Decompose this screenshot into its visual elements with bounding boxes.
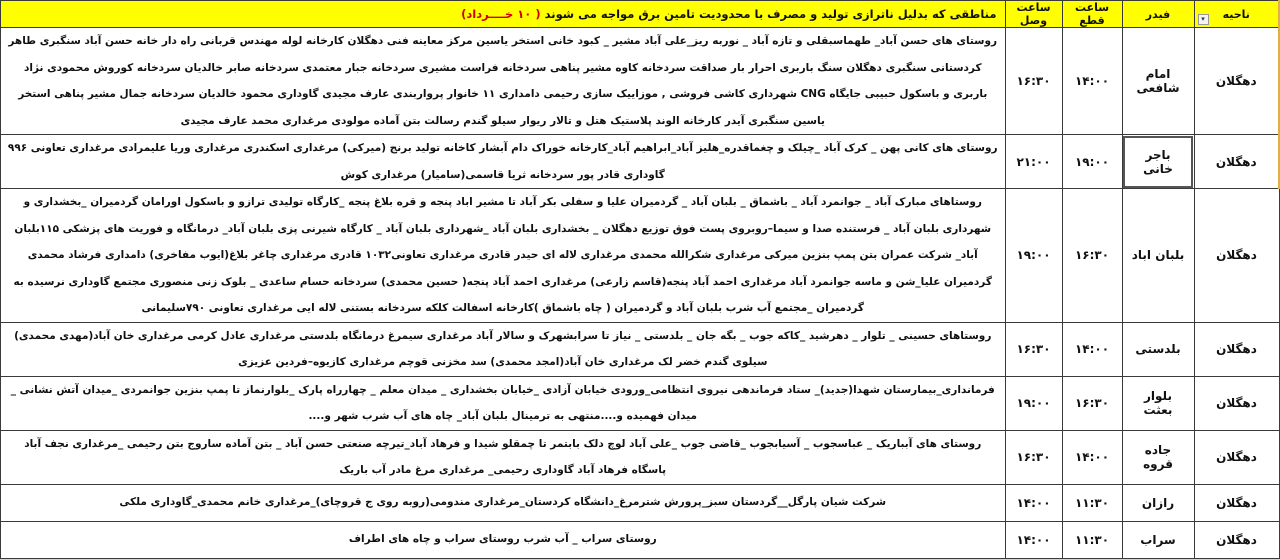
cut-time-cell[interactable]: ۱۱:۳۰	[1062, 521, 1122, 558]
feeder-cell[interactable]: بلدستی	[1122, 322, 1194, 376]
connect-time-cell[interactable]: ۱۹:۰۰	[1005, 376, 1062, 430]
table-row	[1, 376, 1280, 430]
column-header-cut-time-label: ساعت قطع	[1074, 1, 1110, 27]
connect-time-cell[interactable]: ۱۴:۰۰	[1005, 521, 1062, 558]
column-header-feeder-label: فیدر	[1145, 7, 1171, 21]
area-cell[interactable]: دهگلان	[1194, 322, 1279, 376]
regions-cell[interactable]: شرکت شیان پارگل__گردستان سبز_پرورش شترمرغ_دانشگاه کردستان_مرغداری مندومی(روبه روی ج قروچای)_مرغداری خانم محمدی_گاوداری ملکی	[1, 484, 1006, 521]
regions-cell[interactable]: روستای های کانی پهن _ کرک آباد _چیلک و چغماقدره_هلیز آباد_ابراهیم آباد_کارخانه خوراک دام آبشار کاخانه تولید برنج (میرکی) مرغداری اسکندری مرغداری وریا علیمرادی مرغداری تعاونی ۹۹۶ گاوداری قادر پور سردخانه ثریا قاسمی(سامیار) مرغداری کوش	[1, 135, 1006, 189]
column-header-regions-title[interactable]	[1, 1, 1006, 28]
regions-cell[interactable]: فرمانداری_بیمارستان شهدا(جدید)_ ستاد فرماندهی نیروی انتظامی_ورودی خیابان آزادی _خیابان بخشداری _ میدان معلم _ چهارراه پارک _بلوارنماز تا پمپ بنزین جوانمردی _میدان آتش نشانی _ میدان فهمیده و....منتهی به ترمینال بلبان آباد_ چاه های آب شرب شهر و....	[1, 376, 1006, 430]
table-row	[1, 484, 1280, 521]
regions-cell[interactable]: روستای های آبباریک _ عباسجوب _ آسیابجوب _قاضی جوب _علی آباد لوچ دلک بابتمر تا چمقلو شیدا و فرهاد آباد_تیرچه صنعتی حسن آباد _ بتن آماده ساروج بتن رحیمی _مرغداری نجف آباد پاسگاه فرهاد آباد گاوداری رحیمی_ مرغداری مرغ مادر آب باریک	[1, 430, 1006, 484]
regions-cell[interactable]: روستای های حسن آباد_ طهماسبقلی و تازه آباد _ نوربه ریز_علی آباد مشیر _ کبود خانی استخر یاسین مرکز معاینه فنی دهگلان کارخانه لوله مهندس قربانی راه دار خانه حسن آباد سنگبری طاهر کردستانی سنگبری دهگلان سنگ باربری احرار بار صداقت سردخانه کاوه مشیر پناهی سردخانه فراست مشیری سردخانه جبار معتمدی سردخانه صابر خالدیان سردخانه کوروش محمودی نژاد باربری و باسکول حبیبی جایگاه CNG شهرداری کاشی فروشی , موزاییک سازی رحیمی دامداری ۱۱ خانوار پرواربندی عارف مجیدی گاوداری محمود خالدیان سردخانه جمال مشیر پناهی استخر یاسین سنگبری آیدر کارخانه الوند پلاستیک هتل و تالار ریوار سیلو گندم رسالت بتن آماده مولودی مرغداری محمد عارف مجیدی	[1, 28, 1006, 135]
column-header-area-label: ناحیه	[1222, 7, 1250, 21]
connect-time-cell[interactable]: ۱۶:۳۰	[1005, 322, 1062, 376]
connect-time-cell[interactable]: ۱۴:۰۰	[1005, 484, 1062, 521]
column-header-connect-time-label: ساعت وصل	[1016, 1, 1051, 27]
area-cell[interactable]: دهگلان	[1194, 28, 1279, 135]
table-row	[1, 521, 1280, 558]
connect-time-cell[interactable]: ۱۶:۳۰	[1005, 430, 1062, 484]
feeder-cell[interactable]: بلوار بعثت	[1122, 376, 1194, 430]
area-cell[interactable]: دهگلان	[1194, 521, 1279, 558]
regions-cell[interactable]: روستاهای مبارک آباد _ جوانمرد آباد _ باشماق _ بلبان آباد _ گردمیران علیا و سفلی بکر آباد تا مشیر اباد پنجه و قره بلاغ پنجه _کارگاه تولیدی ترازو و باسکول اورامان گردمیران _بخشداری و شهرداری بلبان آباد _ فرستنده صدا و سیما–روبروی پست فوق توزیع دهگلان _ بخشداری بلبان آباد _شهرداری بلبان آباد _ کارگاه شیرنی پزی بلبان آباد_ درمانگاه و فوریت های پزشکی ۱۱۵بلبان آباد_ شرکت عمران بتن پمپ بنزین میرکی مرغداری شکرالله محمدی مرغداری لاله ای حیدر قادری مرغداری تعاونی۱۰۳۲ قادری مرغداری چاغر بلاغ(ایوب مفاخری) دامداری فرشاد محمدی گردمیران علیا_شن و ماسه جوانمرد آباد مرغداری احمد آباد پنجه(قاسم زارعی) مرغداری احمد آباد پنجه( حسین محمدی) سردخانه حسام ساعدی _ بلوک زنی منصوری مجتمع گاوداری نرسیده به گردمیران _مجتمع آب شرب بلبان آباد و گردمیران ( چاه باشماق )کارخانه اسفالت کلکه سردخانه بستنی لاله ایی مرغداری تعاونی ۷۹۰سلیمانی	[1, 189, 1006, 323]
table-row	[1, 28, 1280, 135]
feeder-cell-selected[interactable]: باجر خانی	[1122, 135, 1194, 189]
area-cell[interactable]: دهگلان	[1194, 430, 1279, 484]
area-cell[interactable]: دهگلان	[1194, 135, 1279, 189]
page-title: مناطقی که بدلیل ناترازی تولید و مصرف با محدودیت تامین برق مواجه می شوند	[544, 7, 997, 21]
column-header-feeder[interactable]	[1122, 1, 1194, 28]
table-row	[1, 189, 1280, 323]
regions-cell[interactable]: روستای سراب _ آب شرب روستای سراب و چاه های اطراف	[1, 521, 1006, 558]
cut-time-cell[interactable]: ۱۴:۰۰	[1062, 430, 1122, 484]
connect-time-cell[interactable]: ۲۱:۰۰	[1005, 135, 1062, 189]
header-row	[1, 1, 1280, 28]
cut-time-cell[interactable]: ۱۱:۳۰	[1062, 484, 1122, 521]
table-row	[1, 430, 1280, 484]
column-header-cut-time[interactable]	[1062, 1, 1122, 28]
column-header-area[interactable]	[1194, 1, 1279, 28]
feeder-cell[interactable]: رازان	[1122, 484, 1194, 521]
column-header-connect-time[interactable]	[1005, 1, 1062, 28]
table-row	[1, 135, 1280, 189]
cut-time-cell[interactable]: ۱۴:۰۰	[1062, 28, 1122, 135]
connect-time-cell[interactable]: ۱۹:۰۰	[1005, 189, 1062, 323]
table-row	[1, 322, 1280, 376]
feeder-cell[interactable]: جاده قروه	[1122, 430, 1194, 484]
date-label: ( ۱۰ خــــرداد)	[461, 7, 541, 21]
cut-time-cell[interactable]: ۱۹:۰۰	[1062, 135, 1122, 189]
area-cell[interactable]: دهگلان	[1194, 484, 1279, 521]
connect-time-cell[interactable]: ۱۶:۳۰	[1005, 28, 1062, 135]
cut-time-cell[interactable]: ۱۶:۳۰	[1062, 189, 1122, 323]
feeder-cell[interactable]: بلبان اباد	[1122, 189, 1194, 323]
feeder-cell[interactable]: سراب	[1122, 521, 1194, 558]
cut-time-cell[interactable]: ۱۴:۰۰	[1062, 322, 1122, 376]
feeder-cell[interactable]: امام شافعی	[1122, 28, 1194, 135]
filter-dropdown-icon[interactable]: ▾	[1198, 14, 1209, 25]
area-cell[interactable]: دهگلان	[1194, 376, 1279, 430]
area-cell[interactable]: دهگلان	[1194, 189, 1279, 323]
regions-cell[interactable]: روستاهای حسینی _ تلوار _ دهرشید _کاکه جوب _ بگه جان _ بلدستی _ نیاز تا سرابشهرک و سالار آباد مرغداری سیمرغ درمانگاه بلدستی مرغداری عادل کرمی مرغداری خان آباد(مهدی محمدی) سیلوی گندم خضر لک مرغداری خان آباد(امجد محمدی) سد مخزنی قوچم مرغداری کازیوه–فردین عزیزی	[1, 322, 1006, 376]
cut-time-cell[interactable]: ۱۶:۳۰	[1062, 376, 1122, 430]
